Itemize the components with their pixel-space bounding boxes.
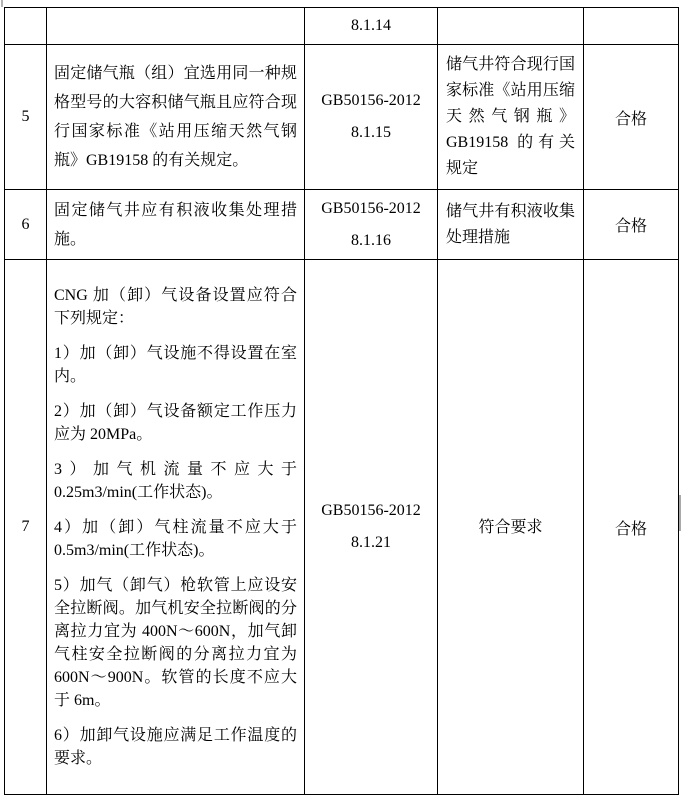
requirement-cell (47, 190, 305, 260)
conclusion-cell (584, 190, 679, 260)
standard-clause-cell (305, 260, 438, 795)
serial-number: 6 (21, 215, 30, 233)
requirement-paragraph: 6）加卸气设施应满足工作温度的要求。 (54, 727, 297, 767)
standard-code: GB50156-2012 (321, 199, 421, 217)
finding-cell (438, 190, 584, 260)
table-row-6 (5, 190, 679, 260)
conclusion-cell (584, 8, 679, 45)
serial-cell (5, 190, 47, 260)
clause-number: 8.1.21 (351, 534, 391, 551)
serial-cell (5, 8, 47, 45)
clause-number: 8.1.15 (351, 124, 391, 141)
requirement-paragraph: 3）加气机流量不应大于 0.25m3/min(工作状态)。 (54, 461, 297, 501)
conclusion-cell (584, 45, 679, 190)
clause-number: 8.1.14 (351, 17, 391, 34)
serial-cell (5, 45, 47, 190)
finding-text: 符合要求 (478, 518, 543, 536)
serial-number: 5 (21, 108, 30, 125)
finding-text: 储气井符合现行国家标准《站用压缩天然气钢瓶》GB19158 的有关规定 (446, 56, 575, 177)
requirement-paragraph: 固定储气瓶（组）宜选用同一种规格型号的大容积储气瓶且应符合现行国家标准《站用压缩天然气钢瓶》GB19158 的有关规定。 (54, 65, 297, 169)
serial-number: 7 (21, 518, 30, 535)
conclusion-text: 合格 (614, 520, 647, 538)
conclusion-cell (584, 260, 679, 795)
requirement-cell (47, 260, 305, 795)
standard-clause-cell (305, 8, 438, 45)
finding-cell (438, 260, 584, 795)
clause-number: 8.1.16 (351, 231, 391, 249)
serial-cell (5, 260, 47, 795)
finding-cell (438, 8, 584, 45)
standard-code: GB50156-2012 (321, 92, 421, 109)
requirement-paragraph: 2）加（卸）气设备额定工作压力应为 20MPa。 (54, 403, 297, 443)
table-row-5 (5, 45, 679, 190)
page-edge-artifact (1, 0, 3, 7)
requirement-paragraph: 4）加（卸）气柱流量不应大于 0.5m3/min(工作状态)。 (54, 519, 297, 559)
requirement-cell (47, 8, 305, 45)
standard-code: GB50156-2012 (321, 502, 421, 519)
conclusion-text: 合格 (614, 218, 647, 235)
table-row-continuation (5, 8, 679, 45)
requirement-paragraph: 5）加气（卸气）枪软管上应设安全拉断阀。加气机安全拉断阀的分离拉力宜为 400N～600N，加气卸气柱安全拉断阀的分离拉力宜为 600N～900N。软管的长度不应大于 6m。 (54, 577, 297, 709)
inspection-table (4, 7, 679, 795)
finding-text: 储气井有积液收集处理措施 (446, 202, 575, 246)
requirement-paragraph: 固定储气井应有积液收集处理措施。 (54, 201, 297, 248)
table-row-7 (5, 260, 679, 795)
finding-cell (438, 45, 584, 190)
requirement-paragraph: CNG 加（卸）气设备设置应符合下列规定： (54, 287, 297, 327)
standard-clause-cell (305, 45, 438, 190)
requirement-cell (47, 45, 305, 190)
requirement-paragraph: 1）加（卸）气设施不得设置在室内。 (54, 345, 297, 385)
conclusion-text: 合格 (614, 110, 647, 128)
standard-clause-cell (305, 190, 438, 260)
